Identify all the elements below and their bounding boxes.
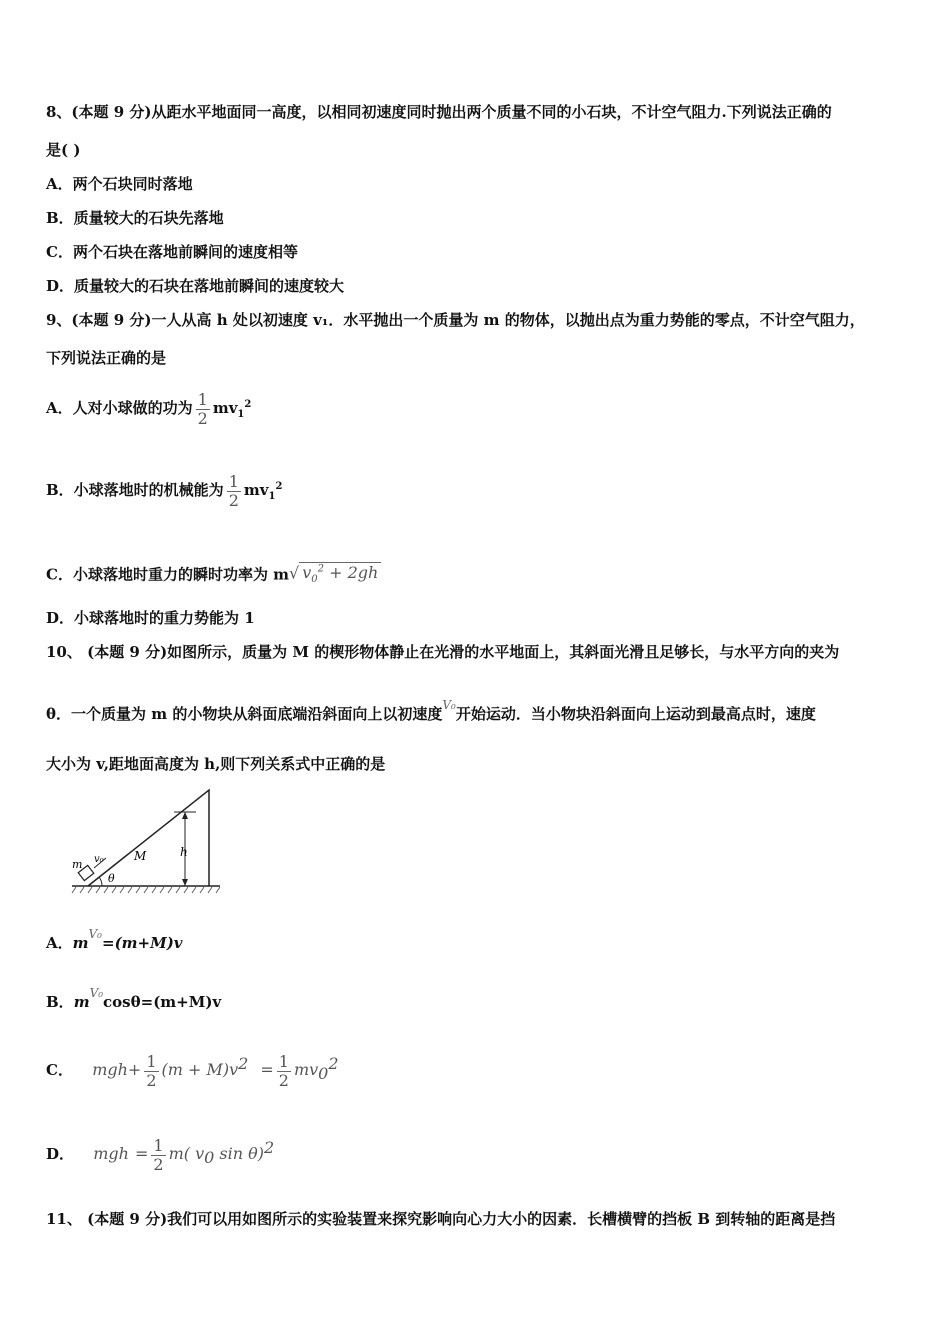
q8-stem-line2: 是( ) xyxy=(46,141,81,159)
q8-option-c: C．两个石块在落地前瞬间的速度相等 xyxy=(46,243,298,261)
q9-option-c-text: C．小球落地时重力的瞬时功率为 m xyxy=(46,565,290,584)
q9-option-a-text: A．人对小球做的功为 xyxy=(46,399,193,417)
q8-option-b: B．质量较大的石块先落地 xyxy=(46,209,224,227)
q10-option-b: B．$m^{V_0}\cos\theta=(m+M)v$ xyxy=(46,986,222,1011)
label-theta: θ xyxy=(108,872,115,885)
q10-stem-line3: 大小为 v,距地面高度为 h,则下列关系式中正确的是 xyxy=(46,755,386,773)
wedge-outline xyxy=(88,790,209,886)
q8-option-a: A．两个石块同时落地 xyxy=(46,175,193,193)
q8-stem-line1: 8、(本题 9 分)从距水平地面同一高度，以相同初速度同时抛出两个质量不同的小石块，不计空气阻力.下列说法正确的 xyxy=(46,103,832,121)
angle-arc xyxy=(99,877,102,886)
q9-option-b: B．小球落地时的机械能为 $\frac{1}{2}$ $mv_1^2$ xyxy=(46,471,283,510)
q8-option-d: D．质量较大的石块在落地前瞬间的速度较大 xyxy=(46,277,345,295)
label-v0: v₀ xyxy=(94,854,104,865)
half-fraction: $\frac{1}{2}$ xyxy=(228,471,239,510)
label-m: m xyxy=(72,858,83,871)
q10-option-c: C． mgh+ $\frac{1}{2}$ $(m + M)v^2$ = $\frac{1}{2}$ $mv_0^2$ xyxy=(46,1051,339,1090)
label-h: h xyxy=(180,845,188,859)
q9-option-a: A．人对小球做的功为 $\frac{1}{2}$ $mv_1^2$ xyxy=(46,389,252,428)
sqrt-expression: √ $v_0^2 + 2gh$ xyxy=(289,553,381,598)
q9-stem-line2: 下列说法正确的是 xyxy=(46,349,167,367)
half-fraction: $\frac{1}{2}$ xyxy=(278,1051,289,1090)
half-fraction: $\frac{1}{2}$ xyxy=(153,1135,164,1174)
q9-option-c xyxy=(46,553,381,598)
q10-stem-line2: θ．一个质量为 m 的小物块从斜面底端沿斜面向上以初速度$^{V_0}$开始运动．当小物块沿斜面向上运动到最高点时，速度 xyxy=(46,698,816,723)
q9-option-b-text: B．小球落地时的机械能为 xyxy=(46,481,224,499)
q9-stem-line1: 9、(本题 9 分)一人从高 h 处以初速度 v₁．水平抛出一个质量为 m 的物体，以抛出点为重力势能的零点，不计空气阻力， xyxy=(46,311,865,329)
q9-option-d: D．小球落地时的重力势能为 1 xyxy=(46,609,255,627)
q10-option-d: D． mgh = $\frac{1}{2}$ m( $v_0$ sin θ)$^2$ xyxy=(46,1135,275,1174)
ground-hatch xyxy=(72,887,220,893)
q10-stem-line1: 10、 (本题 9 分)如图所示，质量为 M 的楔形物体静止在光滑的水平地面上，其斜面光滑且足够长，与水平方向的夹为 xyxy=(46,643,840,661)
q11-stem-line1: 11、 (本题 9 分)我们可以用如图所示的实验装置来探究影响向心力大小的因素．长槽横臂的挡板 B 到转轴的距离是挡 xyxy=(46,1210,836,1228)
half-fraction: $\frac{1}{2}$ xyxy=(197,389,208,428)
label-M: M xyxy=(134,849,147,863)
half-fraction: $\frac{1}{2}$ xyxy=(146,1051,157,1090)
wedge-figure xyxy=(66,786,226,896)
q10-option-a: A．$m^{V_0}=(m+M)v$ xyxy=(46,927,183,952)
